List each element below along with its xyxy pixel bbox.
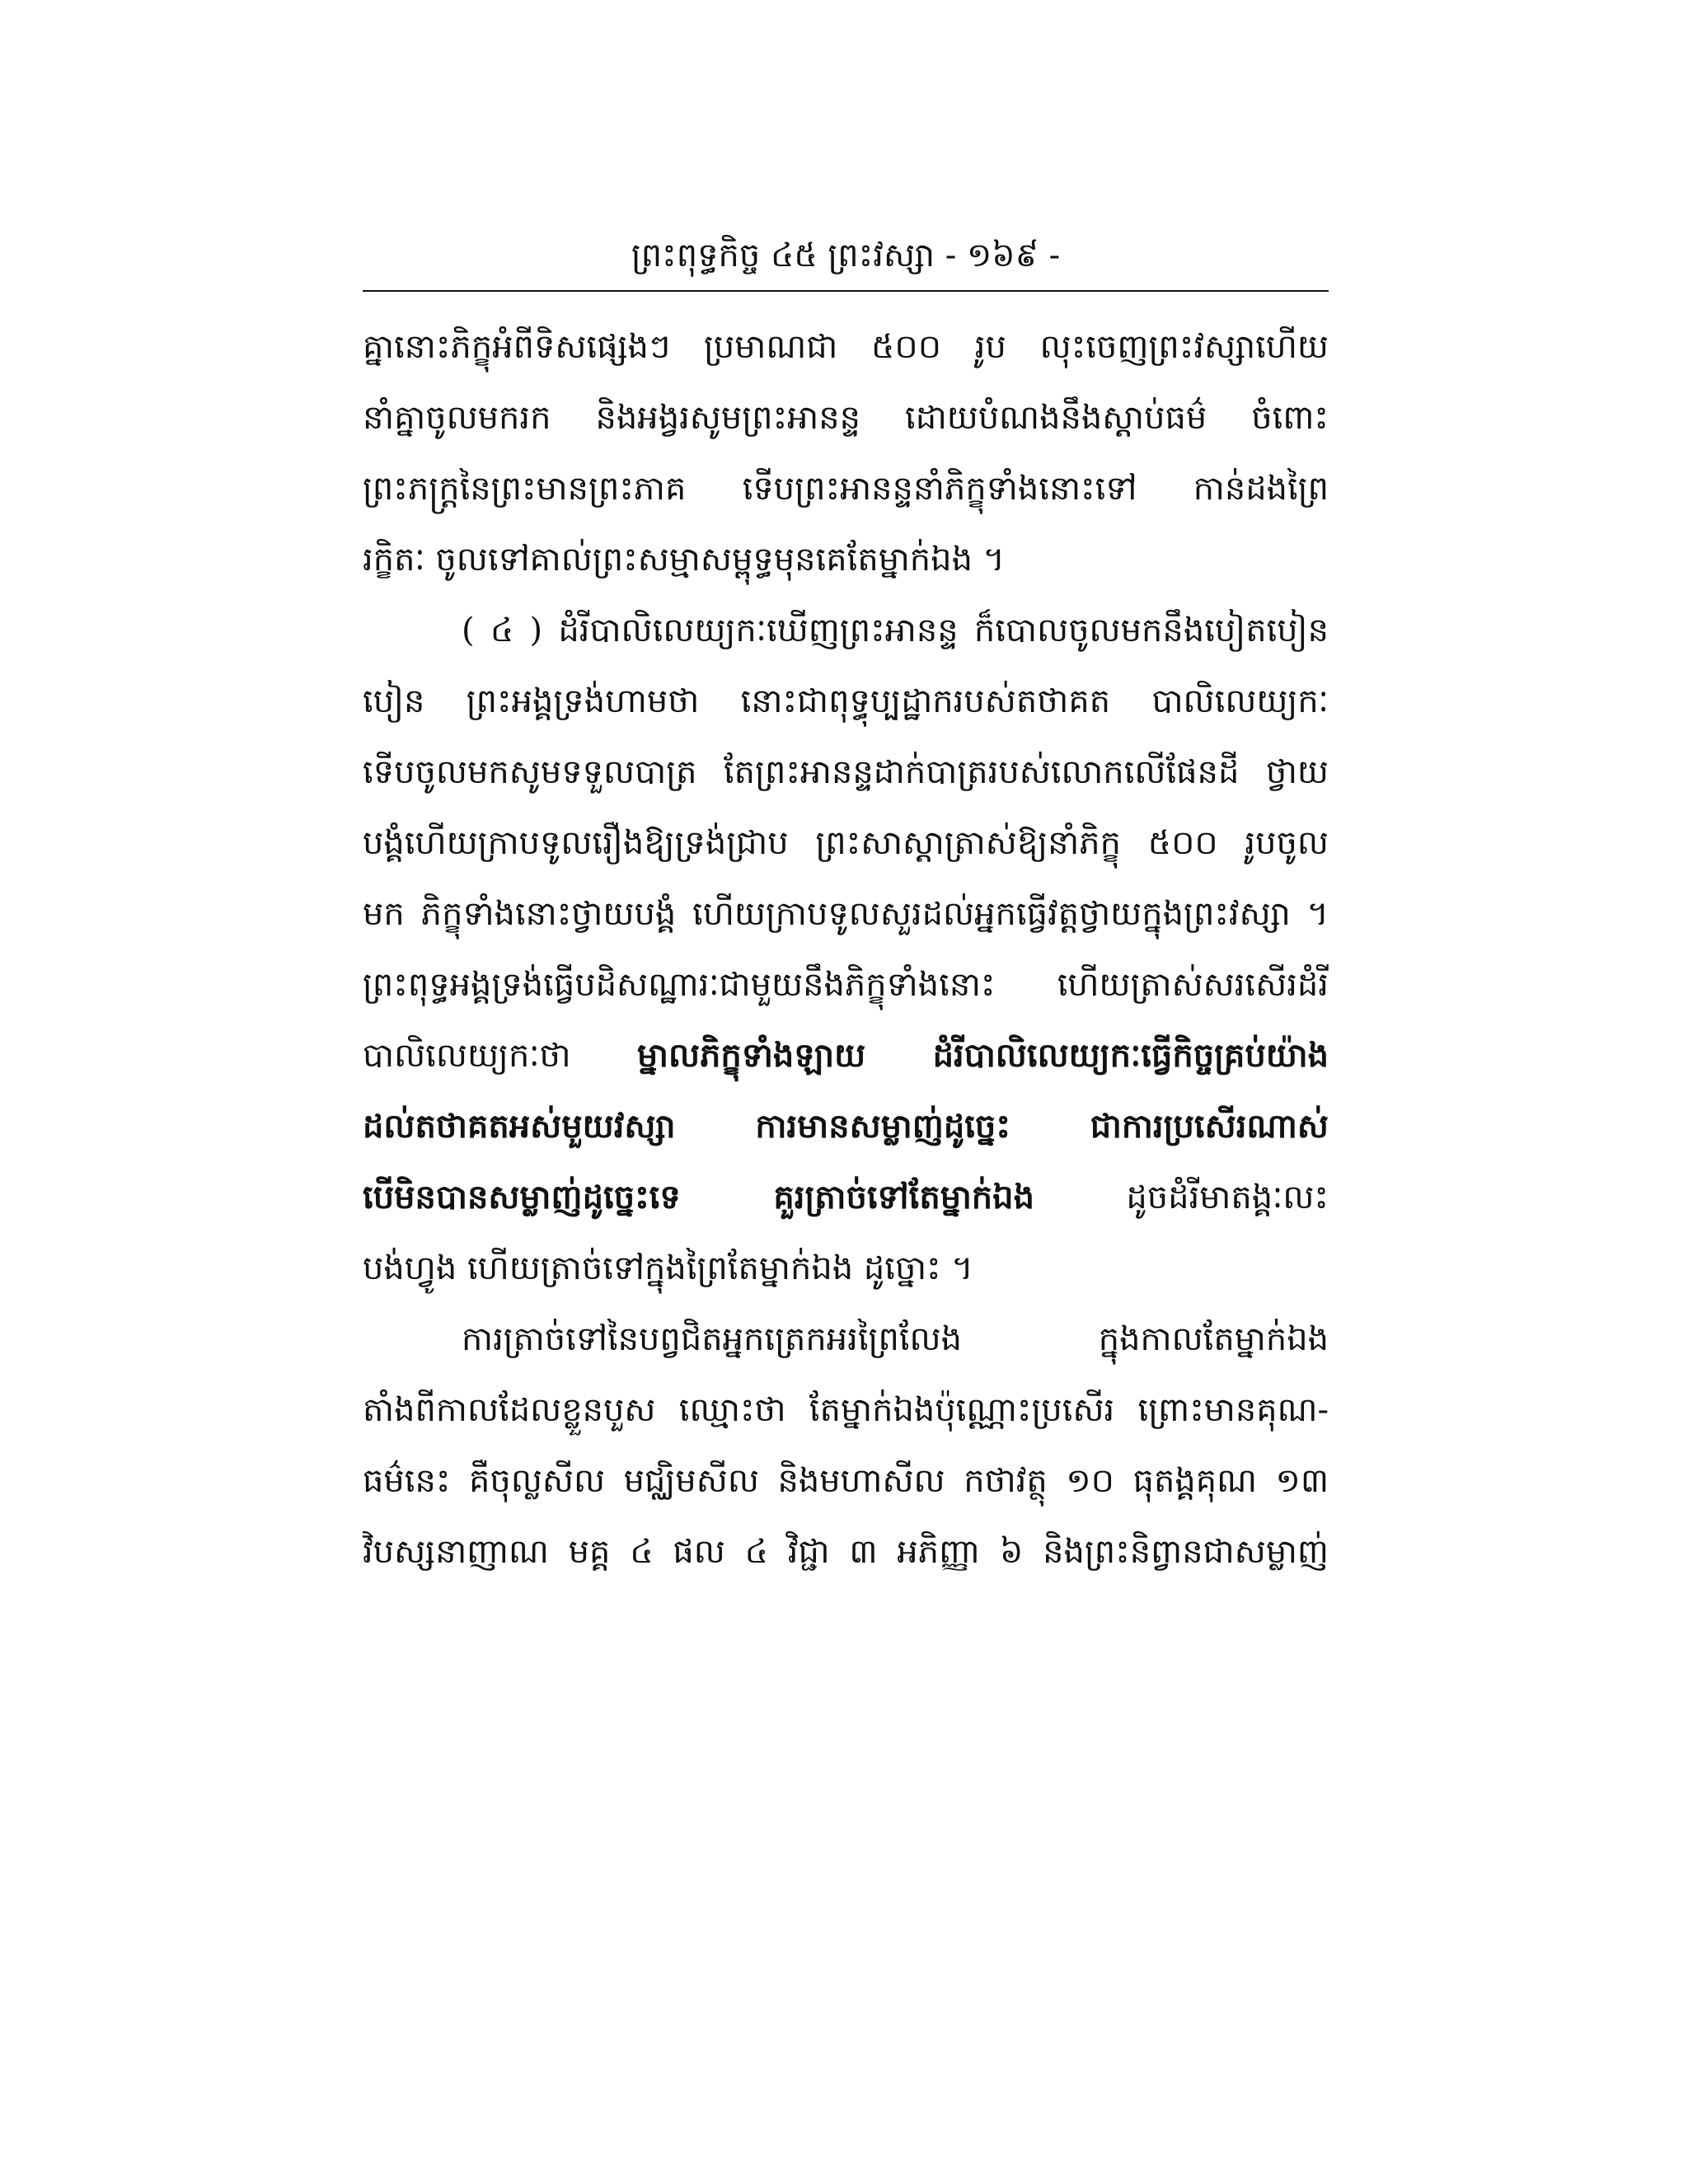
header-title: ព្រះពុទ្ធកិច្ច ៤៥ ព្រះវស្សា - ១៦៩ - [631,237,1061,274]
text-line: រក្ខិតៈ ចូលទៅគាល់ព្រះសម្មាសម្ពុទ្ធមុនគេតែម្នាក់ឯង ។ [363,541,1006,579]
text-line: ព្រះភក្ត្រនៃព្រះមានព្រះភាគ ទើបព្រះអានន្ទនាំភិក្ខុទាំងនោះទៅ កាន់ដងព្រៃ [363,470,1329,508]
text-line: បៀន ព្រះអង្គទ្រង់ហាមថា នោះជាពុទ្ធុប្បដ្ឋាករបស់តថាគត បាលិលេយ្យកៈ [363,682,1329,720]
text-line: វិបស្សនាញាណ មគ្គ ៤ ផល ៤ វិជ្ជា ៣ អភិញ្ញា ៦ និងព្រះនិព្វានជាសម្លាញ់ [363,1533,1329,1571]
emphasized-quote: ម្នាលភិក្ខុទាំងឡាយ ដំរីបាលិលេយ្យកៈធ្វើកិច្ចគ្រប់យ៉ាង [636,1036,1329,1075]
text-line-emphasized: ដល់តថាគតអស់មួយវស្សា ការមានសម្លាញ់ដូច្នេះ ជាការប្រសើរណាស់ [363,1107,1329,1146]
text-line: ព្រះពុទ្ធអង្គទ្រង់ធ្វើបដិសណ្ឋារៈជាមួយនឹងភិក្ខុទាំងនោះ ហើយត្រាស់សរសើរដំរី [363,966,1329,1004]
text-line: មក ភិក្ខុទាំងនោះថ្វាយបង្គំ ហើយក្រាបទូលសួរដល់អ្នកធ្វើវត្តថ្វាយក្នុងព្រះវស្សា ។ [363,895,1329,933]
text-line: ធម៌នេះ គឺចុល្លសីល មជ្ឈិមសីល និងមហាសីល កថាវត្ថុ ១០ ធុតង្គគុណ ១៣ [363,1462,1329,1500]
text-line: គ្នានោះភិក្ខុអំពីទិសផ្សេងៗ ប្រមាណជា ៥០០ រូប លុះចេញព្រះវស្សាហើយ [363,328,1329,366]
text-line-paragraph-start: ការត្រាច់ទៅនៃបព្វជិតអ្នកត្រេកអរព្រៃលែង ក្នុងកាលតែម្នាក់ឯង [462,1320,1329,1358]
running-header [363,223,1329,288]
text-line: នាំគ្នាចូលមករក និងអង្វរសូមព្រះអានន្ទ ដោយបំណងនឹងស្តាប់ធម៌ ចំពោះ [363,399,1329,437]
text-line-paragraph-start: ( ៤ ) ដំរីបាលិលេយ្យកៈឃើញព្រះអានន្ទ ក៏បោលចូលមកនឹងបៀតបៀន [462,612,1329,649]
text-line: ទើបចូលមកសូមទទួលបាត្រ តែព្រះអានន្ទដាក់បាត្ររបស់លោកលើផែនដី ថ្វាយ [363,753,1329,791]
emphasized-quote: បើមិនបានសម្លាញ់ដូច្នេះទេ គួរត្រាច់ទៅតែម្នាក់ឯង [363,1178,1034,1216]
text-line: តាំងពីកាលដែលខ្លួនបួស ឈ្មោះថា តែម្នាក់ឯងប៉ុណ្ណោះប្រសើរ ព្រោះមានគុណ- [363,1391,1329,1429]
body-text [363,312,1329,1587]
text-line: បង្គំហើយក្រាបទូលរឿងឱ្យទ្រង់ជ្រាប ព្រះសាស្ដាត្រាស់ឱ្យនាំភិក្ខុ ៥០០ រូបចូល [363,824,1329,862]
header-rule [363,290,1329,292]
text-line: បាលិលេយ្យកៈថា ម្នាលភិក្ខុទាំងឡាយ ដំរីបាលិលេយ្យកៈធ្វើកិច្ចគ្រប់យ៉ាង [363,1036,1329,1075]
text-line: បើមិនបានសម្លាញ់ដូច្នេះទេ គួរត្រាច់ទៅតែម្នាក់ឯង ដូចដំរីមាតង្គៈលះ [363,1178,1329,1216]
text-line: បង់ហ្វូង ហើយត្រាច់ទៅក្នុងព្រៃតែម្នាក់ឯង ដូច្នោះ ។ [363,1249,973,1287]
